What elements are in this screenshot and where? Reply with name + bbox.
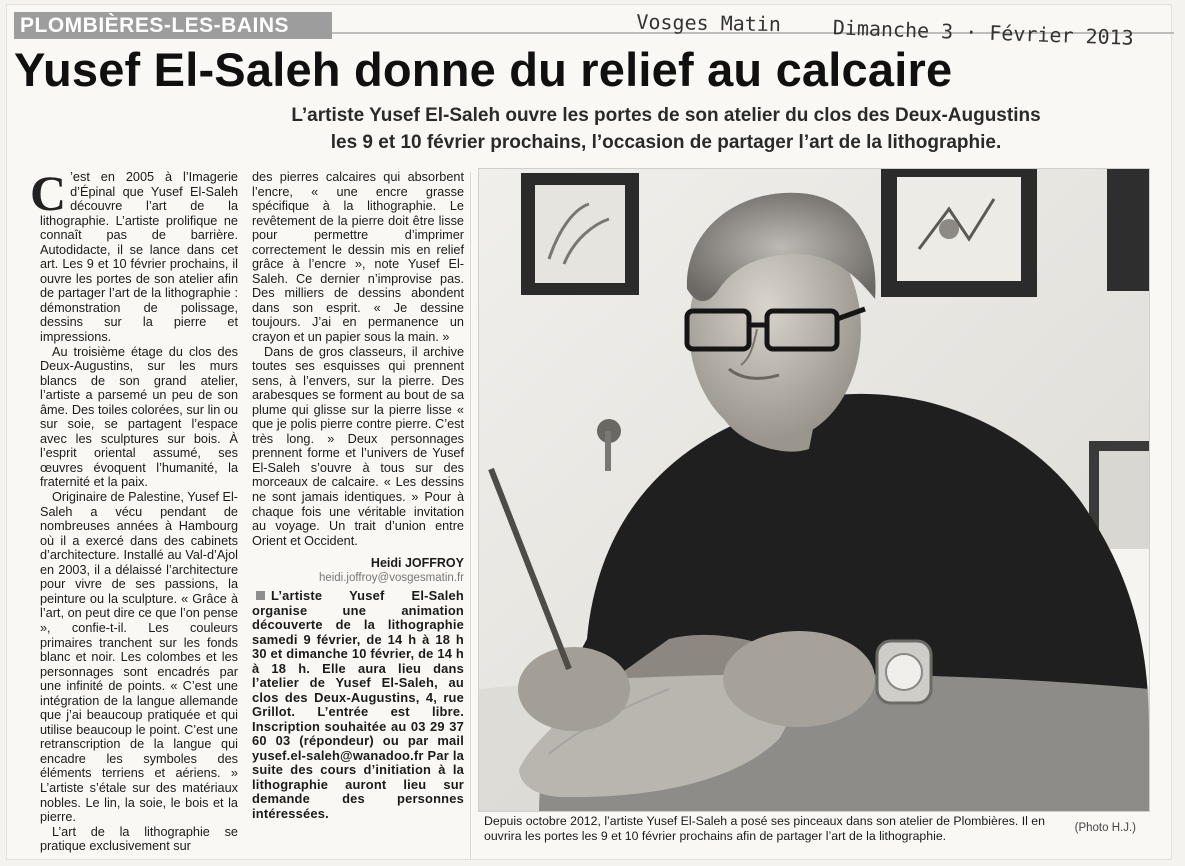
column-divider [470, 172, 471, 860]
square-bullet-icon [256, 591, 265, 600]
author-email: heidi.joffroy@vosgesmatin.fr [318, 571, 464, 584]
subheadline-line-2: les 9 et 10 février prochains, l’occasion de partager l’art de la lithographie. [330, 132, 1002, 153]
photo-caption-line-2: ouvrira les portes les 9 et 10 février prochains afin de partager l’art de la lithographie. [484, 829, 947, 843]
article-column-1 [30, 165, 238, 860]
event-info-box [252, 589, 464, 821]
event-info-text: L’artiste Yusef El-Saleh organise une animation découverte de la lithographie samedi 9 février, de 14 h à 18 h 30 et dimanche 10 février, de 14 h à 18 h. Elle aura lieu dans l’atelier de Yusef El-Saleh, au clos des Deux-Augustins, 4, rue Grillot. L’entrée est libre. Inscription souhaitée au 03 29 37 60 03 (répondeur) ou par mail yusef.el-saleh@wanadoo.fr Par la suite des cours d’initiation à la lithographie auront lieu sur demande des personnes intéressées. [252, 588, 464, 821]
paragraph-1-text: ’est en 2005 à l’Imagerie d’Épinal que Yusef El-Saleh découvre l’art de la lithographie. L’artiste prolifique ne connaît pas de barrière. Autodidacte, il se lance dans cet art. Les 9 et 10 février prochains, il ouvre les portes de son atelier afin de partager l’art de la lithographie : démonstration de polissage, dessins sur la pierre et impressions. [40, 170, 238, 345]
article-column-2 [252, 170, 464, 860]
wall-frame-center [881, 169, 1037, 297]
paragraph-3: Originaire de Palestine, Yusef El-Saleh a vécu pendant de nombreuses années à Hambourg où il a exercé dans des cabinets d’architecture. Installé au Val-d’Ajol en 2003, il a délaissé l’architecture pour vivre de ses passions, la peinture ou la sculpture. « Grâce à l’art, on peut dire ce que l’on pense », confie-t-il. Les couleurs primaires tranchent sur les fonds blanc et noir. Les colombes et les personnages sont encadrés par une infinité de points. « C’est une intégration de la langue allemande que j’ai beaucoup pratiquée et qui utilise beaucoup le point. C’est une retranscription de la langue qui encadre les symboles des éléments terriens et aériens. » L’artiste s’étale sur des matériaux nobles. Le lin, la soie, le bois et la pierre. [40, 490, 238, 825]
photo-caption [484, 814, 1154, 844]
newspaper-clipping [6, 4, 1172, 860]
paragraph-5: des pierres calcaires qui absorbent l’encre, « une encre grasse spécifique à la lithographie. Le revêtement de la pierre doit être lisse pour permettre d’imprimer correctement le dessin mis en relief grâce à l’encre », note Yusef El-Saleh. Ce dernier n’improvise pas. Des milliers de dessins abondent dans son esprit. « Je dessine toujours. J’ai en permanence un crayon et un papier sous la main. » [252, 170, 464, 345]
paragraph-1 [30, 165, 238, 345]
wristwatch [877, 641, 931, 703]
paragraph-2: Au troisième étage du clos des Deux-Augustins, sur les murs blancs de son grand atelier, l’artiste a parsemé un peu de son âme. Des toiles colorées, sur lin ou sur soie, se partagent l’espace avec les sculptures sur bois. À l’esprit oriental assumé, ses œuvres évoquent l’humanité, la fraternité et la paix. [40, 344, 238, 490]
drop-cap: C [30, 165, 67, 221]
handwritten-date: Dimanche 3 · Février 2013 [832, 15, 1135, 50]
paragraph-4: L’art de la lithographie se pratique exclusivement sur [40, 824, 238, 854]
author-name: Heidi JOFFROY [370, 556, 464, 571]
subheadline-line-1: L’artiste Yusef El-Saleh ouvre les portes de son atelier du clos des Deux-Augustins [291, 105, 1041, 126]
artist-photo-illustration [479, 169, 1149, 811]
paragraph-6: Dans de gros classeurs, il archive toutes ses esquisses qui prennent sens, à l’envers, sur la pierre. Des arabesques se forment au bout de sa plume qui glisse sur la pierre lisse « que je polis pierre contre pierre. C’est très long. » Deux personnages prennent forme et l’univers de Yusef El-Saleh s’ouvre à tous sur des morceaux de calcaire. « Les dessins ne sont jamais identiques. » Pour à chaque fois une véritable invitation au voyage. Un trait d’union entre Orient et Occident. [252, 344, 464, 548]
article-photo [478, 168, 1150, 812]
handwritten-source: Vosges Matin [636, 9, 782, 37]
photo-caption-line-1: Depuis octobre 2012, l’artiste Yusef El-Saleh a posé ses pinceaux dans son atelier de Plombières. Il en [484, 814, 1045, 828]
photo-credit: (Photo H.J.) [1074, 822, 1136, 834]
section-kicker: PLOMBIÈRES-LES-BAINS [14, 12, 332, 39]
headline: Yusef El-Saleh donne du relief au calcaire [14, 43, 953, 96]
subheadline [166, 102, 1166, 156]
wall-frame-left [521, 173, 639, 295]
